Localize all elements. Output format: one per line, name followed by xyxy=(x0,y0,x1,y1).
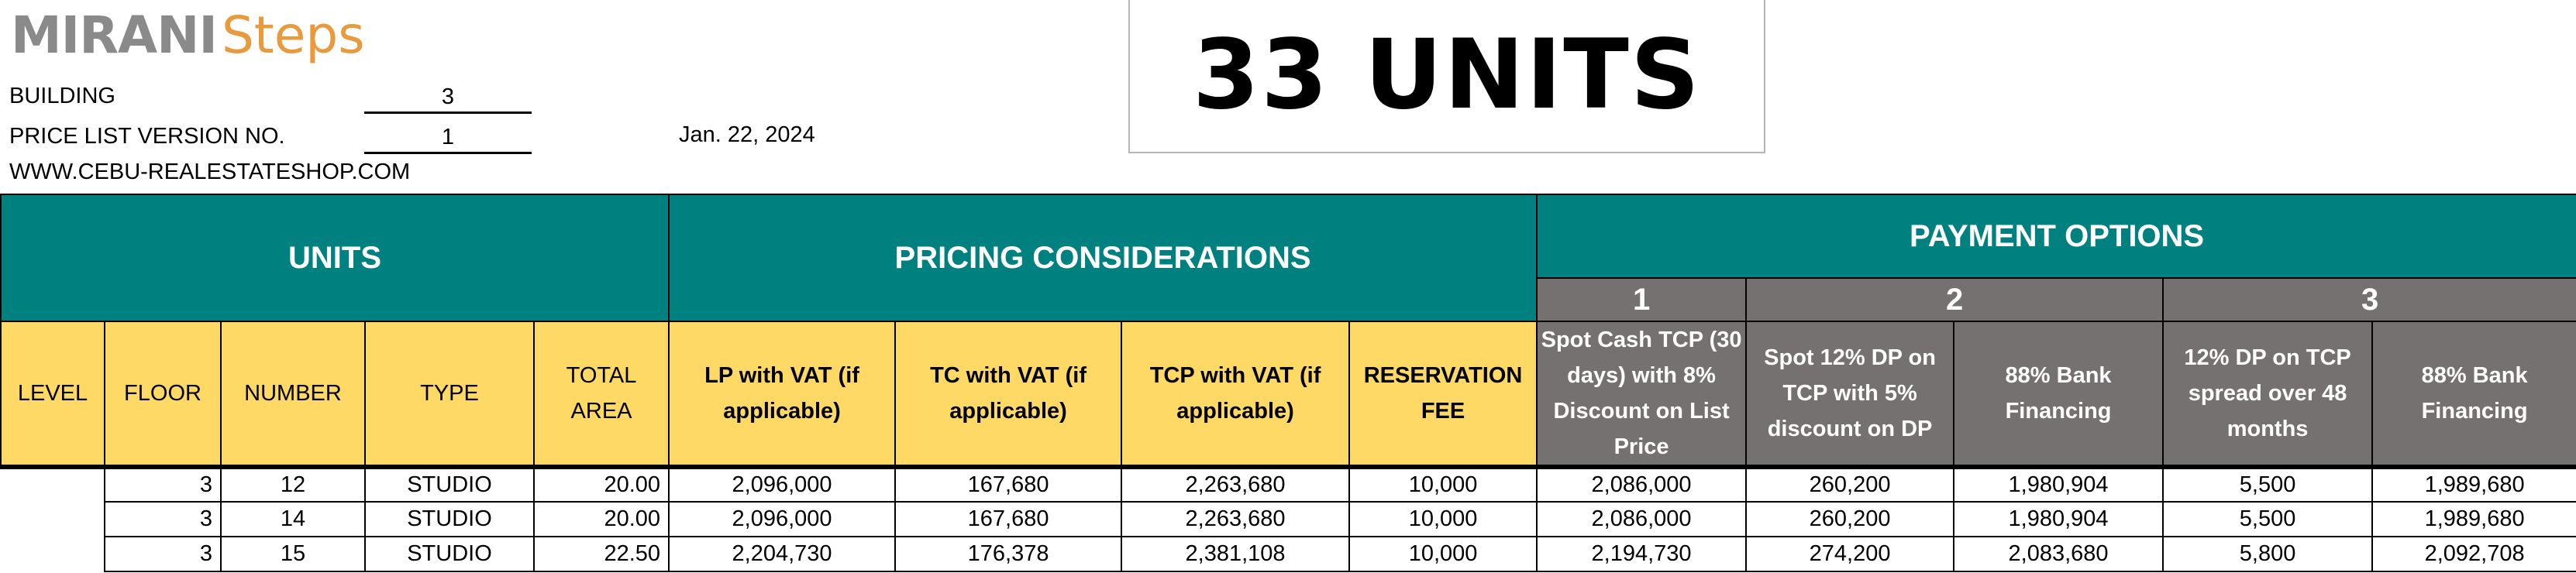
cell-spot-dp: 274,200 xyxy=(1746,537,1954,571)
col-reservation-fee: RESERVATION FEE xyxy=(1349,321,1537,467)
cell-tc: 176,378 xyxy=(895,537,1121,571)
cell-bank2: 2,092,708 xyxy=(2372,537,2576,571)
cell-lp: 2,204,730 xyxy=(669,537,895,571)
cell-type: STUDIO xyxy=(365,502,534,537)
units-group-header: UNITS xyxy=(1,194,669,321)
price-list-date: Jan. 22, 2024 xyxy=(679,122,815,147)
col-tcp-with-vat: TCP with VAT (if applicable) xyxy=(1121,321,1349,467)
cell-reservation: 10,000 xyxy=(1349,467,1537,502)
logo-sub-text: Steps xyxy=(221,5,365,65)
col-bank-financing-1: 88% Bank Financing xyxy=(1954,321,2163,467)
cell-number: 12 xyxy=(221,467,365,502)
cell-tcp: 2,263,680 xyxy=(1121,502,1349,537)
cell-spot-dp: 260,200 xyxy=(1746,467,1954,502)
col-spot-cash: Spot Cash TCP (30 days) with 8% Discount on List Price xyxy=(1537,321,1746,467)
cell-spread: 5,500 xyxy=(2163,502,2372,537)
cell-floor: 3 xyxy=(105,537,221,571)
website-text: WWW.CEBU-REALESTATESHOP.COM xyxy=(9,160,411,184)
cell-spread: 5,500 xyxy=(2163,467,2372,502)
company-logo xyxy=(11,3,365,65)
table-row xyxy=(1,467,2576,502)
table-row xyxy=(1,502,2576,537)
col-level: LEVEL xyxy=(1,321,105,467)
cell-spot-dp: 260,200 xyxy=(1746,502,1954,537)
cell-number: 15 xyxy=(221,537,365,571)
cell-reservation: 10,000 xyxy=(1349,537,1537,571)
cell-bank1: 1,980,904 xyxy=(1954,467,2163,502)
price-list-version-value: 1 xyxy=(364,122,532,154)
col-type: TYPE xyxy=(365,321,534,467)
option-3-number: 3 xyxy=(2163,278,2576,321)
cell-spot-cash: 2,194,730 xyxy=(1537,537,1746,571)
cell-lp: 2,096,000 xyxy=(669,467,895,502)
cell-reservation: 10,000 xyxy=(1349,502,1537,537)
cell-spot-cash: 2,086,000 xyxy=(1537,502,1746,537)
col-dp-spread: 12% DP on TCP spread over 48 months xyxy=(2163,321,2372,467)
cell-area: 22.50 xyxy=(534,537,669,571)
pricing-group-header: PRICING CONSIDERATIONS xyxy=(669,194,1537,321)
cell-level xyxy=(1,467,105,502)
col-lp-with-vat: LP with VAT (if applicable) xyxy=(669,321,895,467)
option-2-number: 2 xyxy=(1746,278,2163,321)
cell-type: STUDIO xyxy=(365,537,534,571)
building-label: BUILDING xyxy=(9,84,115,108)
cell-level xyxy=(1,537,105,571)
cell-type: STUDIO xyxy=(365,467,534,502)
col-tc-with-vat: TC with VAT (if applicable) xyxy=(895,321,1121,467)
option-1-number: 1 xyxy=(1537,278,1746,321)
cell-tc: 167,680 xyxy=(895,502,1121,537)
cell-bank2: 1,989,680 xyxy=(2372,467,2576,502)
units-count-box xyxy=(1128,0,1765,153)
cell-number: 14 xyxy=(221,502,365,537)
logo-main-text: MIRANI xyxy=(11,5,217,65)
cell-floor: 3 xyxy=(105,467,221,502)
cell-lp: 2,096,000 xyxy=(669,502,895,537)
payment-options-header: PAYMENT OPTIONS xyxy=(1537,194,2576,278)
cell-spot-cash: 2,086,000 xyxy=(1537,467,1746,502)
cell-tcp: 2,263,680 xyxy=(1121,467,1349,502)
price-list-version-label: PRICE LIST VERSION NO. xyxy=(9,124,285,149)
col-bank-financing-2: 88% Bank Financing xyxy=(2372,321,2576,467)
col-number: NUMBER xyxy=(221,321,365,467)
building-value: 3 xyxy=(364,82,532,114)
cell-area: 20.00 xyxy=(534,467,669,502)
col-spot-dp: Spot 12% DP on TCP with 5% discount on DP xyxy=(1746,321,1954,467)
cell-spread: 5,800 xyxy=(2163,537,2372,571)
cell-area: 20.00 xyxy=(534,502,669,537)
cell-tc: 167,680 xyxy=(895,467,1121,502)
cell-bank1: 2,083,680 xyxy=(1954,537,2163,571)
units-count-headline: 33 UNITS xyxy=(1192,19,1702,131)
cell-bank1: 1,980,904 xyxy=(1954,502,2163,537)
col-total-area: TOTAL AREA xyxy=(534,321,669,467)
table-row xyxy=(1,537,2576,571)
cell-level xyxy=(1,502,105,537)
price-list-table xyxy=(0,194,2576,572)
cell-floor: 3 xyxy=(105,502,221,537)
cell-tcp: 2,381,108 xyxy=(1121,537,1349,571)
col-floor: FLOOR xyxy=(105,321,221,467)
cell-bank2: 1,989,680 xyxy=(2372,502,2576,537)
